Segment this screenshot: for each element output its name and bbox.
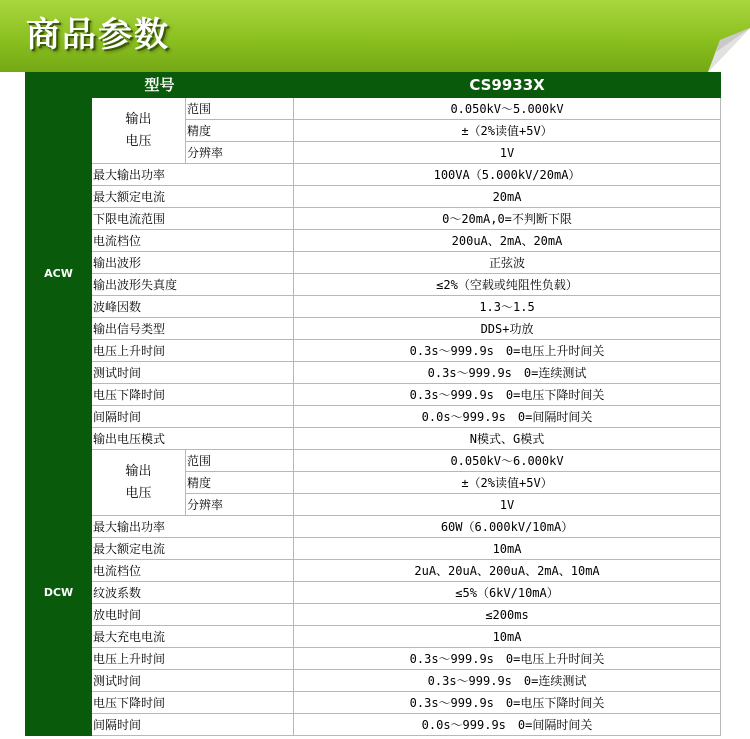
title-banner [0,0,750,72]
table-row [26,626,721,648]
table-row [26,428,721,450]
table-row [26,670,721,692]
param-label: 间隔时间 [92,714,294,736]
param-value: N模式、G模式 [294,428,721,450]
param-label: 最大输出功率 [92,164,294,186]
param-label: 最大充电电流 [92,626,294,648]
table-row [26,560,721,582]
param-value: ≤200ms [294,604,721,626]
table-row [26,604,721,626]
param-label: 测试时间 [92,362,294,384]
param-value: 10mA [294,626,721,648]
page-curl-icon [650,0,750,72]
param-value: 2uA、20uA、200uA、2mA、10mA [294,560,721,582]
table-row [26,406,721,428]
param-label: 最大额定电流 [92,186,294,208]
table-row [26,648,721,670]
param-value: DDS+功放 [294,318,721,340]
table-header-row [26,73,721,98]
param-value: 0.050kV～5.000kV [294,98,721,120]
table-row [26,362,721,384]
param-label: 电压上升时间 [92,340,294,362]
table-row [26,582,721,604]
table-row [26,274,721,296]
param-label: 电压上升时间 [92,648,294,670]
param-value: ≤2%（空载或纯阻性负载） [294,274,721,296]
spec-table [25,72,721,736]
param-label: 下限电流范围 [92,208,294,230]
param-label: 测试时间 [92,670,294,692]
table-row [26,714,721,736]
param-label: 输出波形失真度 [92,274,294,296]
param-value: 0.0s～999.9s 0=间隔时间关 [294,714,721,736]
param-label: 纹波系数 [92,582,294,604]
param-value: 0～20mA,0=不判断下限 [294,208,721,230]
table-row [26,186,721,208]
table-row [26,208,721,230]
header-label: 型号 [26,73,294,98]
table-row [26,164,721,186]
param-label: 分辨率 [186,494,294,516]
param-value: 10mA [294,538,721,560]
param-value: 0.3s～999.9s 0=电压下降时间关 [294,692,721,714]
table-row [26,296,721,318]
param-label: 间隔时间 [92,406,294,428]
table-row [26,450,721,472]
param-value: 0.3s～999.9s 0=连续测试 [294,362,721,384]
param-value: 1.3～1.5 [294,296,721,318]
table-row [26,98,721,120]
param-label: 电压下降时间 [92,692,294,714]
param-value: ≤5%（6kV/10mA） [294,582,721,604]
section-label: DCW [26,450,92,736]
param-value: 20mA [294,186,721,208]
table-row [26,340,721,362]
param-label: 精度 [186,472,294,494]
param-label: 输出信号类型 [92,318,294,340]
param-value: 0.3s～999.9s 0=电压上升时间关 [294,648,721,670]
table-row [26,384,721,406]
param-value: 0.050kV～6.000kV [294,450,721,472]
param-value: 0.3s～999.9s 0=连续测试 [294,670,721,692]
table-row [26,692,721,714]
param-label: 分辨率 [186,142,294,164]
section-label: ACW [26,98,92,450]
param-label: 范围 [186,450,294,472]
table-row [26,230,721,252]
param-label: 波峰因数 [92,296,294,318]
param-value: 1V [294,494,721,516]
param-label: 电压下降时间 [92,384,294,406]
voltage-group-label: 输出 电压 [92,450,186,516]
param-value: 0.3s～999.9s 0=电压上升时间关 [294,340,721,362]
table-row [26,538,721,560]
param-label: 范围 [186,98,294,120]
table-row [26,516,721,538]
param-label: 输出波形 [92,252,294,274]
param-value: 200uA、2mA、20mA [294,230,721,252]
param-label: 精度 [186,120,294,142]
param-value: 100VA（5.000kV/20mA） [294,164,721,186]
param-value: 0.0s～999.9s 0=间隔时间关 [294,406,721,428]
param-label: 最大额定电流 [92,538,294,560]
param-label: 电流档位 [92,230,294,252]
param-label: 电流档位 [92,560,294,582]
param-label: 最大输出功率 [92,516,294,538]
header-model: CS9933X [294,73,721,98]
param-label: 放电时间 [92,604,294,626]
param-value: ±（2%读值+5V） [294,472,721,494]
param-label: 输出电压模式 [92,428,294,450]
banner-title: 商品参数 [26,15,170,55]
param-value: 正弦波 [294,252,721,274]
table-row [26,252,721,274]
param-value: 1V [294,142,721,164]
param-value: 0.3s～999.9s 0=电压下降时间关 [294,384,721,406]
param-value: ±（2%读值+5V） [294,120,721,142]
param-value: 60W（6.000kV/10mA） [294,516,721,538]
table-row [26,318,721,340]
voltage-group-label: 输出 电压 [92,98,186,164]
